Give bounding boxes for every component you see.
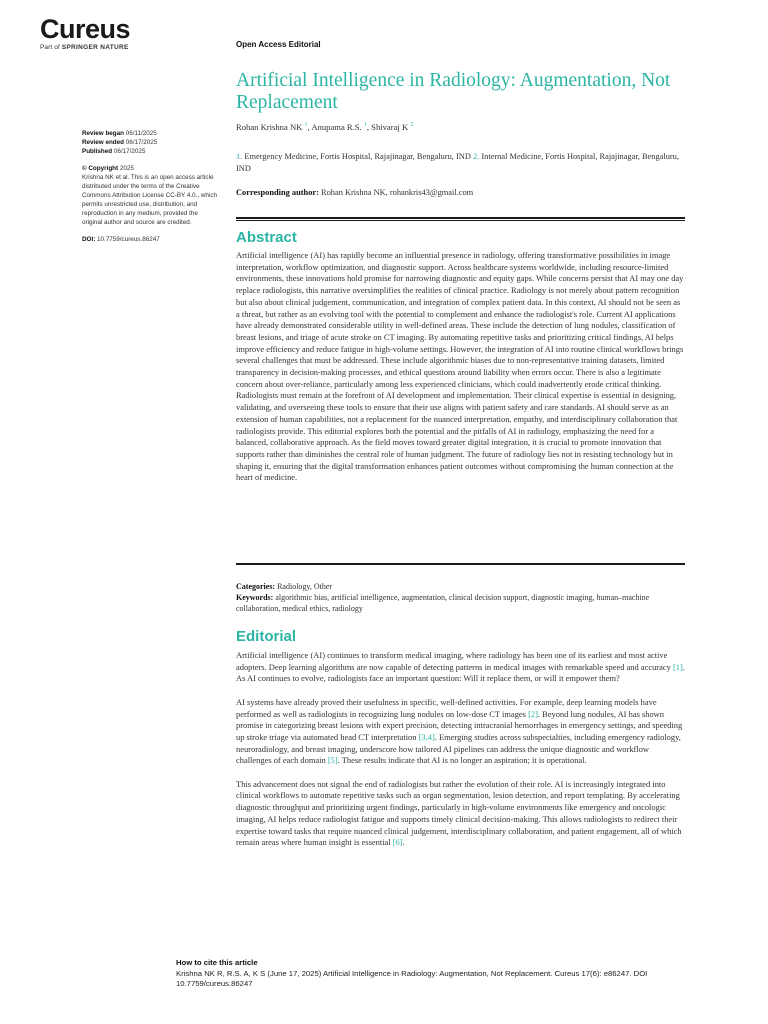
editorial-paragraph: Artificial intelligence (AI) continues to transform medical imaging, where radiology has been one of its earliest and most active adopters. Deep learning algorithms are now capable of detecting patterns in medical images with remarkable speed and accuracy [1]. As AI continues to evolve, radiologists face an important question: Will it replace them, or will it empower them? (236, 650, 685, 684)
corresponding-author (236, 188, 473, 197)
keywords (236, 592, 686, 614)
categories-label: Categories: (236, 582, 276, 591)
citation-footer (176, 958, 716, 990)
doi-link[interactable]: 10.7759/cureus.86247 (97, 236, 160, 243)
affiliation-number: 1. (236, 152, 243, 161)
abstract-text: Artificial intelligence (AI) has rapidly become an influential presence in radiology, offering transformative possibilities in image interpretation, workflow optimization, and diagnostic support. Across healthcare systems worldwide, including resource-limited environments, these innovations hold promise for narrowing diagnostic and equity gaps. While concerns persist that AI may one day replace radiologists, this narrative oversimplifies the realities of clinical practice. Radiology is not merely about pattern recognition but also about clinical judgement, communication, and integration of complex patient data. In this context, AI should not be seen as a threat, but rather as an evolving tool with the potential to complement and enhance the radiologist's role. Current AI applications have already demonstrated considerable utility in well-defined areas. These include the detection of lung nodules, classification of breast lesions, and triage of acute stroke on CT imaging. By automating repetitive tasks and prioritizing critical findings, AI helps improve efficiency and reduce fatigue in high-volume settings. However, the integration of AI into routine clinical workflows brings several challenges that must be addressed. These include algorithmic biases due to non-representative training datasets, limited transparency in decision-making processes, and ethical questions around liability when errors occur. There is also a legitimate concern about over-reliance, particularly among less experienced clinicians, which could inadvertently erode critical thinking. Radiologists must remain at the forefront of AI development and implementation. Their clinical expertise is essential in designing, validating, and overseeing these tools to ensure that their use aligns with patient safety and care standards. AI should serve as an extension of human capabilities, not a replacement for the nuanced interpretation, empathy, and interdisciplinary collaboration that radiologists provide. This editorial explores both the potential and the pitfalls of AI in radiology, emphasizing the need for a balanced, collaborative approach. As the field moves toward greater digital integration, it is crucial to promote innovation that supports rather than diminishes the central role of human judgment. The future of radiology lies not in resisting technology but in shaping it, ensuring that the digital transformation enhances patient outcomes without compromising the human connection at the heart of medicine. (236, 250, 684, 483)
editorial-heading: Editorial (236, 628, 297, 645)
editorial-body (236, 650, 686, 861)
citation-heading: How to cite this article (176, 958, 258, 967)
affiliations (236, 151, 686, 175)
license-text: Krishna NK et al. This is an open access article distributed under the terms of the Creative Commons Attribution License CC-BY 4.0., which permits unrestricted use, distribution, and reproduction in any medium, provided the original author and source are credited. (82, 174, 217, 226)
author-affiliation-ref[interactable]: 1 (304, 122, 308, 129)
author-name[interactable]: Rohan Krishna NK (236, 122, 303, 132)
author-name[interactable]: Anupama R.S. (311, 122, 362, 132)
abstract-heading: Abstract (236, 229, 297, 246)
logo-subtitle (40, 44, 130, 51)
doi: DOI: 10.7759/cureus.86247 (82, 236, 160, 243)
section-divider (236, 563, 685, 565)
reference-link[interactable]: [2] (528, 708, 538, 719)
review-ended: Review ended 06/17/2025 (82, 139, 158, 146)
author-affiliation-ref[interactable]: 1 (363, 122, 367, 129)
affiliation-text: Internal Medicine, Fortis Hospital, Rajajinagar, Bengaluru, IND (236, 152, 679, 173)
review-began: Review began 06/11/2025 (82, 130, 157, 137)
article-title: Artificial Intelligence in Radiology: Augmentation, Not Replacement (236, 70, 671, 113)
article-metadata (236, 581, 686, 614)
editorial-paragraph: This advancement does not signal the end of radiologists but rather the evolution of their role. AI is increasingly integrated into clinical workflows to automate repetitive tasks such as organ segmentation, lesion detection, and report templating. By accelerating diagnostic throughput and prioritizing urgent findings, particularly in high-volume environments like emergency and oncologic imaging, AI helps reduce radiologist fatigue and supports timely clinical decision-making. This allows radiologists to redirect their expertise toward tasks that require nuanced clinical judgement, interdisciplinary collaboration, and patient engagement, all of which remain areas where human insight is essential [6]. (236, 778, 682, 848)
logo-part-of: Part of (40, 44, 60, 51)
abstract-body (236, 250, 686, 496)
categories (236, 581, 686, 592)
corresponding-author-label: Corresponding author: (236, 188, 319, 197)
published-date: Published 06/17/2025 (82, 148, 146, 155)
affiliation-number: 2. (472, 152, 480, 161)
editorial-paragraph: AI systems have already proved their usefulness in specific, well-defined activities. For example, deep learning models have performed as well as radiologists in recognizing lung nodules on low-dose CT images [2]. Beyond lung nodules, AI has shown promise in categorizing breast lesions with expert precision, detecting intracranial hemorrhages in emergency settings, and speeding up stroke triage via automated head CT interpretation [3,4]. Emerging studies across subspecialties, including emergency radiology, neuroradiology, and breast imaging, underscore how tailored AI pipelines can address the unique diagnostic and workflow challenges of each domain [5]. These results indicate that AI is no longer an aspiration; it is operational. (236, 696, 683, 766)
author-name[interactable]: Shivaraj K (371, 122, 409, 132)
reference-link[interactable]: [6] (392, 837, 403, 848)
article-type: Open Access Editorial (236, 40, 321, 49)
keywords-label: Keywords: (236, 593, 274, 602)
reference-link[interactable]: [1] (672, 661, 683, 672)
author-list: Rohan Krishna NK $^1$, Anupama R.S. $^1$, Shivaraj K $^2$ (236, 122, 414, 132)
cureus-logo[interactable] (40, 16, 130, 51)
affiliation-text: Emergency Medicine, Fortis Hospital, Rajajinagar, Bengaluru, IND (244, 152, 471, 161)
citation-text: Krishna NK R, R.S. A, K S (June 17, 2025) Artificial Intelligence in Radiology: Augmentation, Not Replacement. Cureus 17(6): e86247. DOI 10.7759/cureus.86247 (176, 968, 648, 988)
categories-text[interactable]: Radiology, Other (277, 582, 333, 591)
copyright: © Copyright 2025 (82, 165, 134, 172)
section-divider (236, 217, 685, 219)
logo-wordmark: Cureus (40, 14, 131, 44)
logo-publisher: SPRINGER NATURE (61, 44, 129, 51)
keywords-text: algorithmic bias, artificial intelligence, augmentation, clinical decision support, diagnostic imaging, human–machine collaboration, medical ethics, radiology (236, 593, 650, 613)
reference-link[interactable]: [5] (327, 755, 338, 766)
reference-link[interactable]: [3,4] (418, 731, 435, 742)
article-sidebar (82, 129, 217, 244)
author-affiliation-ref[interactable]: 2 (410, 122, 414, 129)
corresponding-author-text[interactable]: Rohan Krishna NK, rohankris43@gmail.com (321, 188, 474, 197)
